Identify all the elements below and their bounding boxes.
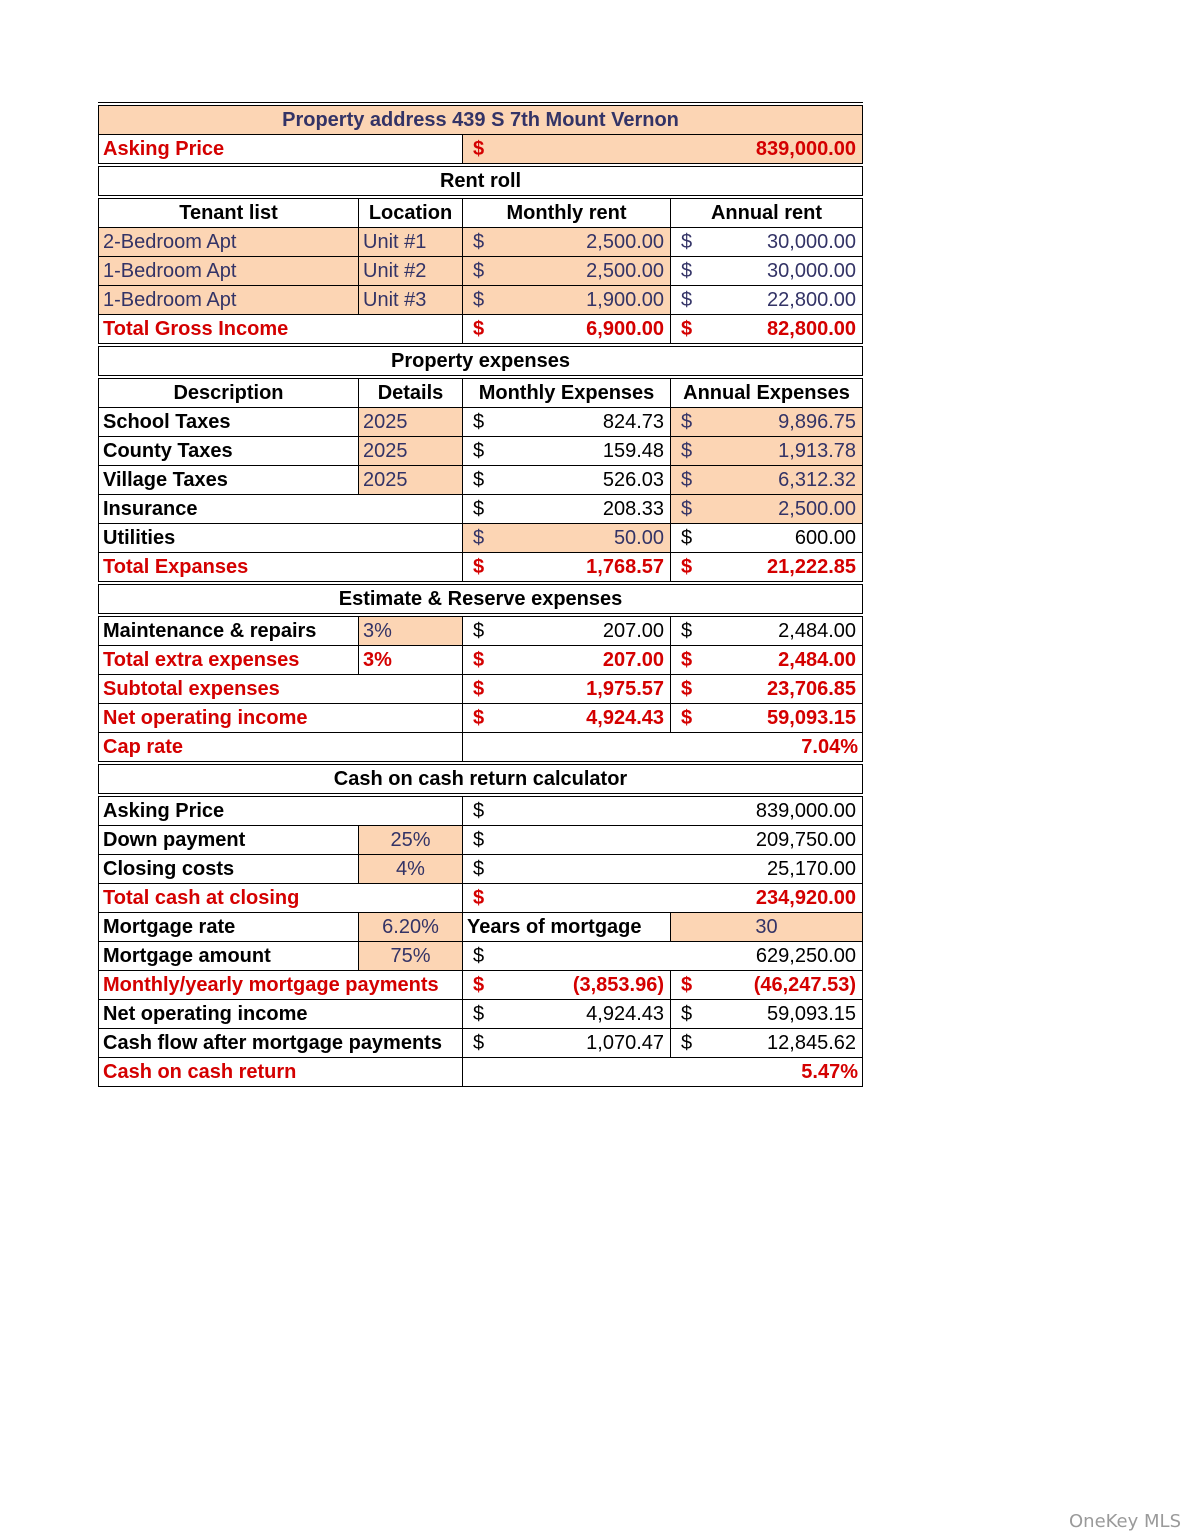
currency-symbol: $ (681, 440, 693, 462)
monthly-expense: 526.03 (602, 469, 664, 491)
currency-symbol: $ (473, 1032, 485, 1054)
mortgage-payments-row (99, 971, 863, 1000)
column-header: Annual Expenses (671, 377, 863, 408)
maintenance-row (99, 615, 863, 646)
coc-noi-label: Net operating income (99, 1000, 463, 1029)
coc-asking-label: Asking Price (99, 795, 463, 826)
total-monthly-expenses: 1,768.57 (586, 556, 664, 578)
reserve-heading-row (99, 583, 863, 615)
asking-price-value: 839,000.00 (755, 138, 856, 160)
currency-symbol: $ (681, 1003, 693, 1025)
cashflow-monthly: 1,070.47 (586, 1032, 664, 1054)
coc-noi-row (99, 1000, 863, 1029)
cashflow-label: Cash flow after mortgage payments (99, 1029, 463, 1058)
currency-symbol: $ (473, 829, 485, 851)
mortgage-rate-label: Mortgage rate (99, 913, 359, 942)
expenses-heading-row (99, 345, 863, 377)
maintenance-annual: 2,484.00 (778, 620, 856, 642)
total-cash-value: 234,920.00 (755, 887, 856, 909)
years-of-mortgage-label: Years of mortgage (463, 913, 671, 942)
currency-symbol: $ (681, 707, 693, 729)
cap-rate-label: Cap rate (99, 733, 463, 764)
currency-symbol: $ (681, 974, 693, 996)
currency-symbol: $ (681, 231, 693, 253)
tenant-cell: 1-Bedroom Apt (99, 257, 359, 286)
coc-heading: Cash on cash return calculator (99, 763, 863, 795)
coc-noi-annual: 59,093.15 (767, 1003, 856, 1025)
monthly-expense: 50.00 (613, 527, 664, 549)
location-cell: Unit #3 (359, 286, 463, 315)
column-header: Location (359, 197, 463, 228)
mortgage-rate-pct: 6.20% (359, 913, 463, 942)
currency-symbol: $ (473, 800, 485, 822)
currency-symbol: $ (473, 231, 485, 253)
currency-symbol: $ (473, 649, 485, 671)
total-gross-income-row (99, 315, 863, 346)
column-header: Details (359, 377, 463, 408)
currency-symbol: $ (681, 620, 693, 642)
total-annual-rent: 82,800.00 (767, 318, 856, 340)
currency-symbol: $ (473, 1003, 485, 1025)
mortgage-amount-row (99, 942, 863, 971)
coc-return-row (99, 1058, 863, 1087)
extra-expenses-label: Total extra expenses (99, 646, 359, 675)
location-cell: Unit #1 (359, 228, 463, 257)
expense-row (99, 408, 863, 437)
currency-symbol: $ (473, 260, 485, 282)
annual-rent: 30,000.00 (767, 260, 856, 282)
currency-symbol: $ (473, 469, 485, 491)
monthly-expense: 824.73 (602, 411, 664, 433)
extra-expenses-row (99, 646, 863, 675)
currency-symbol: $ (473, 440, 485, 462)
subtotal-label: Subtotal expenses (99, 675, 463, 704)
total-cash-label: Total cash at closing (99, 884, 463, 913)
coc-asking-value: 839,000.00 (755, 800, 856, 822)
currency-symbol: $ (473, 289, 485, 311)
monthly-expense: 159.48 (602, 440, 664, 462)
maintenance-label: Maintenance & repairs (99, 615, 359, 646)
coc-noi-monthly: 4,924.43 (586, 1003, 664, 1025)
mortgage-payment-monthly: (3,853.96) (572, 974, 664, 996)
closing-costs-pct: 4% (359, 855, 463, 884)
subtotal-annual: 23,706.85 (767, 678, 856, 700)
noi-row (99, 704, 863, 733)
mortgage-payments-label: Monthly/yearly mortgage payments (99, 971, 463, 1000)
watermark: OneKey MLS (1069, 1511, 1181, 1532)
expense-description: Insurance (99, 495, 463, 524)
investment-analysis-table (98, 102, 863, 1087)
annual-expense: 2,500.00 (778, 498, 856, 520)
annual-rent: 22,800.00 (767, 289, 856, 311)
rent-row (99, 286, 863, 315)
extra-annual: 2,484.00 (778, 649, 856, 671)
cashflow-row (99, 1029, 863, 1058)
currency-symbol: $ (473, 858, 485, 880)
currency-symbol: $ (473, 498, 485, 520)
noi-label: Net operating income (99, 704, 463, 733)
mortgage-amount-label: Mortgage amount (99, 942, 359, 971)
maintenance-monthly: 207.00 (602, 620, 664, 642)
currency-symbol: $ (473, 707, 485, 729)
monthly-rent: 1,900.00 (586, 289, 664, 311)
currency-symbol: $ (681, 649, 693, 671)
rent-row (99, 228, 863, 257)
currency-symbol: $ (681, 1032, 693, 1054)
currency-symbol: $ (473, 527, 485, 549)
currency-symbol: $ (681, 289, 693, 311)
currency-symbol: $ (681, 318, 693, 340)
annual-rent: 30,000.00 (767, 231, 856, 253)
tenant-cell: 1-Bedroom Apt (99, 286, 359, 315)
total-expenses-label: Total Expanses (99, 553, 463, 584)
mortgage-amount-value: 629,250.00 (755, 945, 856, 967)
total-gross-income-label: Total Gross Income (99, 315, 463, 346)
noi-annual: 59,093.15 (767, 707, 856, 729)
monthly-rent: 2,500.00 (586, 260, 664, 282)
expense-details: 2025 (359, 466, 463, 495)
asking-price-row (99, 135, 863, 166)
total-annual-expenses: 21,222.85 (767, 556, 856, 578)
coc-asking-row (99, 795, 863, 826)
monthly-rent: 2,500.00 (586, 231, 664, 253)
subtotal-monthly: 1,975.57 (586, 678, 664, 700)
expense-description: School Taxes (99, 408, 359, 437)
expense-description: Village Taxes (99, 466, 359, 495)
property-title: Property address 439 S 7th Mount Vernon (99, 104, 863, 135)
mortgage-rate-row (99, 913, 863, 942)
expense-row (99, 524, 863, 553)
expense-row (99, 437, 863, 466)
column-header: Tenant list (99, 197, 359, 228)
coc-return-label: Cash on cash return (99, 1058, 463, 1087)
noi-monthly: 4,924.43 (586, 707, 664, 729)
rent-roll-heading: Rent roll (99, 165, 863, 197)
mortgage-amount-pct: 75% (359, 942, 463, 971)
total-expenses-row (99, 553, 863, 584)
expense-details: 2025 (359, 437, 463, 466)
down-payment-pct: 25% (359, 826, 463, 855)
down-payment-label: Down payment (99, 826, 359, 855)
coc-return-value: 5.47% (463, 1058, 863, 1087)
closing-costs-value: 25,170.00 (767, 858, 856, 880)
rent-roll-header-row (99, 197, 863, 228)
column-header: Description (99, 377, 359, 408)
currency-symbol: $ (473, 556, 485, 578)
maintenance-pct: 3% (359, 615, 463, 646)
expense-row (99, 495, 863, 524)
cap-rate-value: 7.04% (463, 733, 863, 764)
expense-details: 2025 (359, 408, 463, 437)
currency-symbol: $ (473, 318, 485, 340)
column-header: Monthly rent (463, 197, 671, 228)
closing-costs-row (99, 855, 863, 884)
total-monthly-rent: 6,900.00 (586, 318, 664, 340)
years-of-mortgage-value: 30 (671, 913, 863, 942)
title-row (99, 104, 863, 135)
currency-symbol: $ (681, 498, 693, 520)
currency-symbol: $ (473, 620, 485, 642)
annual-expense: 9,896.75 (778, 411, 856, 433)
monthly-expense: 208.33 (602, 498, 664, 520)
expenses-heading: Property expenses (99, 345, 863, 377)
extra-monthly: 207.00 (602, 649, 664, 671)
rent-roll-heading-row (99, 165, 863, 197)
expense-description: Utilities (99, 524, 463, 553)
rent-row (99, 257, 863, 286)
currency-symbol: $ (473, 974, 485, 996)
asking-price-label: Asking Price (99, 135, 463, 166)
currency-symbol: $ (473, 411, 485, 433)
annual-expense: 6,312.32 (778, 469, 856, 491)
expenses-header-row (99, 377, 863, 408)
down-payment-row (99, 826, 863, 855)
extra-expenses-pct: 3% (359, 646, 463, 675)
total-cash-row (99, 884, 863, 913)
down-payment-value: 209,750.00 (755, 829, 856, 851)
tenant-cell: 2-Bedroom Apt (99, 228, 359, 257)
currency-symbol: $ (681, 556, 693, 578)
cashflow-annual: 12,845.62 (767, 1032, 856, 1054)
coc-heading-row (99, 763, 863, 795)
currency-symbol: $ (473, 138, 485, 160)
currency-symbol: $ (681, 411, 693, 433)
cap-rate-row (99, 733, 863, 764)
annual-expense: 600.00 (794, 527, 856, 549)
currency-symbol: $ (473, 678, 485, 700)
currency-symbol: $ (681, 527, 693, 549)
mortgage-payment-annual: (46,247.53) (753, 974, 856, 996)
currency-symbol: $ (681, 678, 693, 700)
subtotal-row (99, 675, 863, 704)
reserve-heading: Estimate & Reserve expenses (99, 583, 863, 615)
column-header: Annual rent (671, 197, 863, 228)
currency-symbol: $ (681, 469, 693, 491)
expense-description: County Taxes (99, 437, 359, 466)
location-cell: Unit #2 (359, 257, 463, 286)
currency-symbol: $ (473, 945, 485, 967)
annual-expense: 1,913.78 (778, 440, 856, 462)
currency-symbol: $ (473, 887, 485, 909)
column-header: Monthly Expenses (463, 377, 671, 408)
expense-row (99, 466, 863, 495)
closing-costs-label: Closing costs (99, 855, 359, 884)
currency-symbol: $ (681, 260, 693, 282)
